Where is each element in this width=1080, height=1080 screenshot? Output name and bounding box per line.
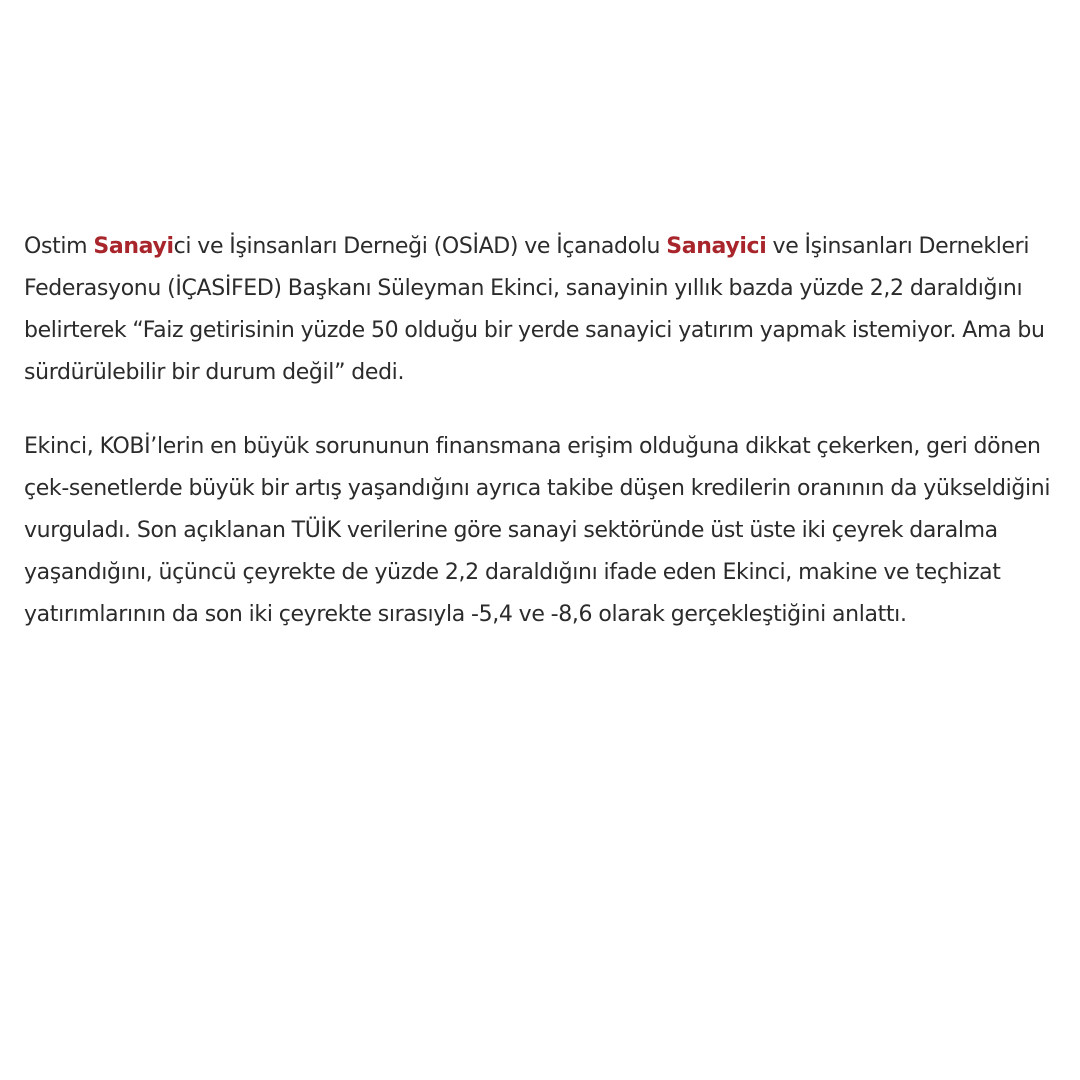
paragraph-1 xyxy=(24,226,1064,394)
article-body xyxy=(24,226,1064,636)
paragraph-1-text-b: ci ve İşinsanları Derneği (OSİAD) ve İçanadolu xyxy=(173,234,667,259)
paragraph-1-text-c: ve İşinsanları Dernekleri Federasyonu (İÇASİFED) Başkanı Süleyman Ekinci, sanayinin yıllık bazda yüzde 2,2 daraldığını belirterek “Faiz getirisinin yüzde 50 olduğu bir yerde sanayici yatırım yapmak istemiyor. Ama bu sürdürülebilir bir durum değil” dedi. xyxy=(24,234,1045,385)
keyword-highlight-sanayi[interactable]: Sanayi xyxy=(93,234,174,259)
keyword-highlight-sanayici[interactable]: Sanayici xyxy=(666,234,767,259)
paragraph-2: Ekinci, KOBİ’lerin en büyük sorununun finansmana erişim olduğuna dikkat çekerken, geri dönen çek-senetlerde büyük bir artış yaşandığını ayrıca takibe düşen kredilerin oranının da yükseldiğini vurguladı. Son açıklanan TÜİK verilerine göre sanayi sektöründe üst üste iki çeyrek daralma yaşandığını, üçüncü çeyrekte de yüzde 2,2 daraldığını ifade eden Ekinci, makine ve teçhizat yatırımlarının da son iki çeyrekte sırasıyla -5,4 ve -8,6 olarak gerçekleştiğini anlattı. xyxy=(24,434,1051,627)
paragraph-1-text-a: Ostim xyxy=(24,234,94,259)
